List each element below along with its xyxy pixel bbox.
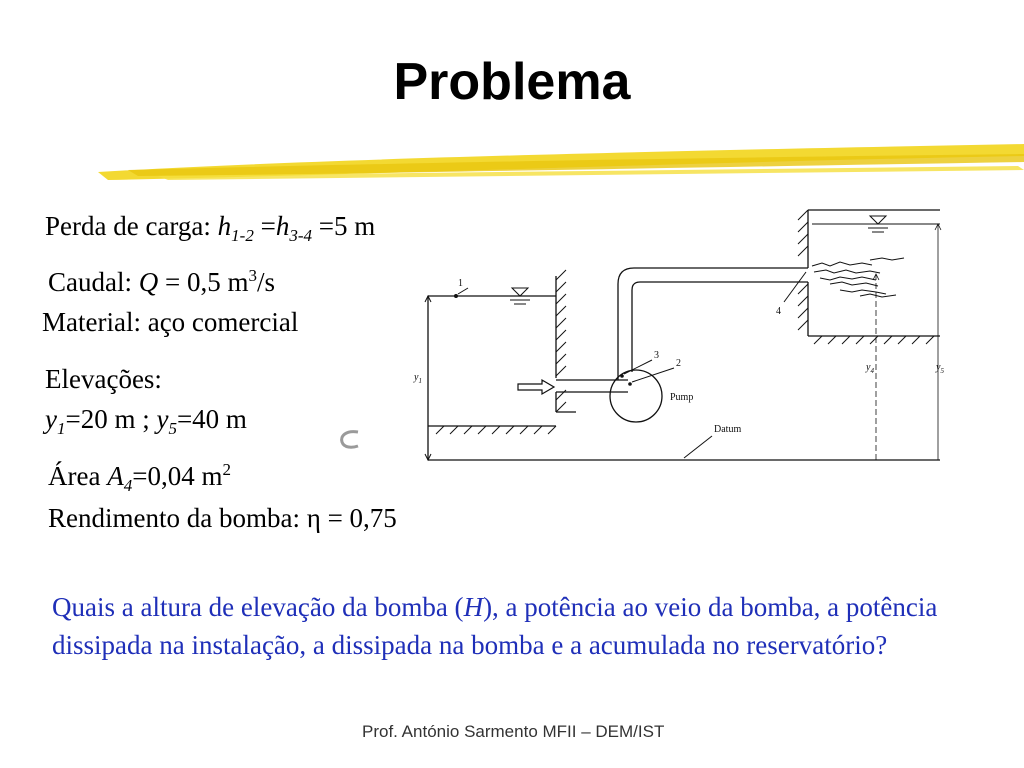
problem-question: Quais a altura de elevação da bomba (H), a potência ao veio da bomba, a potência dissipada na instalação, a dissipada na bomba e a acumulada no reservatório? bbox=[52, 592, 938, 660]
area-line: Área $A_4=0,04$ $m^2$ bbox=[48, 460, 231, 496]
caudal-line: Caudal: Q = 0,5 $m^3/s$ bbox=[48, 266, 275, 297]
point-4-label: 4 bbox=[776, 306, 781, 317]
slide-title: Problema bbox=[393, 53, 631, 111]
highlighter-stroke bbox=[98, 140, 1024, 190]
water-jet-squiggles bbox=[812, 258, 904, 297]
right-reservoir bbox=[808, 210, 940, 336]
decorative-hook-shape bbox=[336, 428, 366, 452]
elevacoes-values: $y_1=20$ m ; $y_5=40$ m bbox=[45, 404, 247, 439]
right-wall-hatching bbox=[798, 210, 934, 344]
right-water-level-symbol bbox=[812, 216, 940, 232]
rendimento-line: Rendimento da bomba: η = 0,75 bbox=[48, 503, 397, 533]
pump-system-diagram bbox=[400, 200, 960, 470]
datum-label: Datum bbox=[714, 424, 742, 435]
point-2-label: 2 bbox=[676, 358, 681, 369]
slide-footer: Prof. António Sarmento MFII – DEM/IST bbox=[362, 722, 665, 741]
elevacoes-label: Elevações: bbox=[45, 364, 162, 394]
inflow-arrow bbox=[518, 380, 554, 394]
left-reservoir bbox=[428, 276, 940, 460]
y1-dimension bbox=[425, 296, 431, 460]
y4-axis-label: $y_4$ bbox=[866, 362, 874, 375]
point-1-label: 1 bbox=[458, 278, 463, 289]
y5-axis-label: $y_5$ bbox=[936, 362, 944, 375]
point-3-label: 3 bbox=[654, 350, 659, 361]
inlet-pipe bbox=[556, 380, 628, 392]
y5-dimension bbox=[935, 224, 941, 460]
y1-axis-label: $y_1$ bbox=[414, 372, 422, 385]
perda-de-carga-line: Perda de carga: $h_{1-2} =h_{3-4} =5$ m bbox=[45, 211, 376, 246]
datum-leader bbox=[684, 436, 712, 458]
material-line: Material: aço comercial bbox=[42, 307, 299, 337]
pump-label: Pump bbox=[670, 392, 694, 403]
